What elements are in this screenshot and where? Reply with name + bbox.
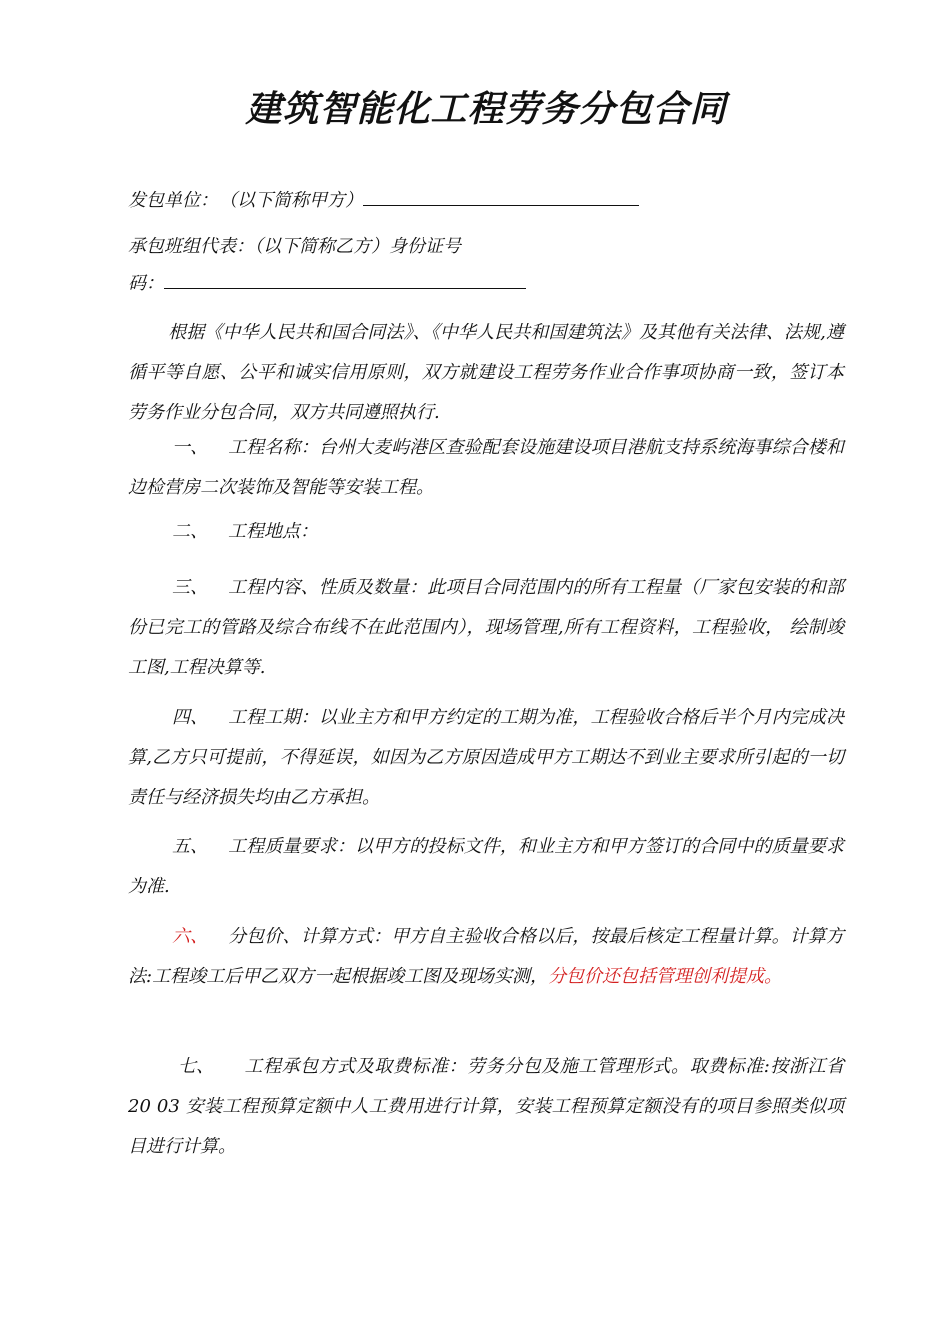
clause-text: 工程地点： <box>228 521 318 542</box>
clause-3 <box>128 568 844 688</box>
clause-5 <box>128 827 844 907</box>
party-a-blank <box>363 189 639 206</box>
clause-number: 六、 <box>172 926 208 947</box>
clause-text-highlight: 分包价还包括管理创利提成。 <box>548 966 783 987</box>
clause-7 <box>128 1047 844 1167</box>
clause-number: 四、 <box>172 707 208 728</box>
party-b-label: 承包班组代表： <box>128 236 254 257</box>
clause-6 <box>128 917 844 997</box>
clause-text: 工程名称：台州大麦屿港区查验配套设施建设项目港航支持系统海事综合楼和边检营房二次装饰及智能等安装工程。 <box>128 437 844 498</box>
clause-number: 三、 <box>172 577 208 598</box>
clause-number: 五、 <box>172 836 208 857</box>
party-a-label: 发包单位： <box>128 190 218 211</box>
clause-text: 工程承包方式及取费标准：劳务分包及施工管理形式。取费标准:按浙江省20 03 安装工程预算定额中人工费用进行计算，安装工程预算定额没有的项目参照类似项目进行计算。 <box>128 1056 844 1157</box>
document-title: 建筑智能化工程劳务分包合同 <box>245 89 727 130</box>
party-b-note: （以下简称乙方）身份证号 <box>254 236 461 257</box>
clause-number: 七、 <box>178 1056 214 1077</box>
clause-text: 工程内容、性质及数量：此项目合同范围内的所有工程量（厂家包安装的和部份已完工的管路及综合布线不在此范围内），现场管理,所有工程资料，工程验收， 绘制竣工图,工程决算等. <box>128 577 844 678</box>
clause-text: 工程质量要求：以甲方的投标文件，和业主方和甲方签订的合同中的质量要求为准. <box>128 836 844 897</box>
party-a-note: （以下简称甲方） <box>228 190 363 211</box>
party-b-line <box>128 235 461 259</box>
clause-4 <box>128 698 844 818</box>
clause-number: 一、 <box>172 437 208 458</box>
intro-text: 根据《中华人民共和国合同法》、《中华人民共和国建筑法》及其他有关法律、法规,遵循平等自愿、公平和诚实信用原则，双方就建设工程劳务作业合作事项协商一致，签订本劳务作业分包合同，双方共同遵照执行. <box>128 322 844 423</box>
clause-1 <box>128 428 844 508</box>
id-blank <box>164 272 526 289</box>
party-a-line <box>128 189 639 213</box>
intro-paragraph <box>128 313 844 433</box>
clause-2 <box>128 512 844 552</box>
clause-text: 分包价、计算方式：甲方自主验收合格以后，按最后核定工程量计算。计算方法:工程竣工后甲乙双方一起根据竣工图及现场实测， <box>128 926 844 987</box>
clause-text: 工程工期：以业主方和甲方约定的工期为准，工程验收合格后半个月内完成决算,乙方只可提前，不得延误，如因为乙方原因造成甲方工期达不到业主要求所引起的一切责任与经济损失均由乙方承担。 <box>128 707 844 808</box>
clause-number: 二、 <box>172 521 208 542</box>
id-line <box>128 272 526 296</box>
id-label: 码： <box>128 273 164 294</box>
